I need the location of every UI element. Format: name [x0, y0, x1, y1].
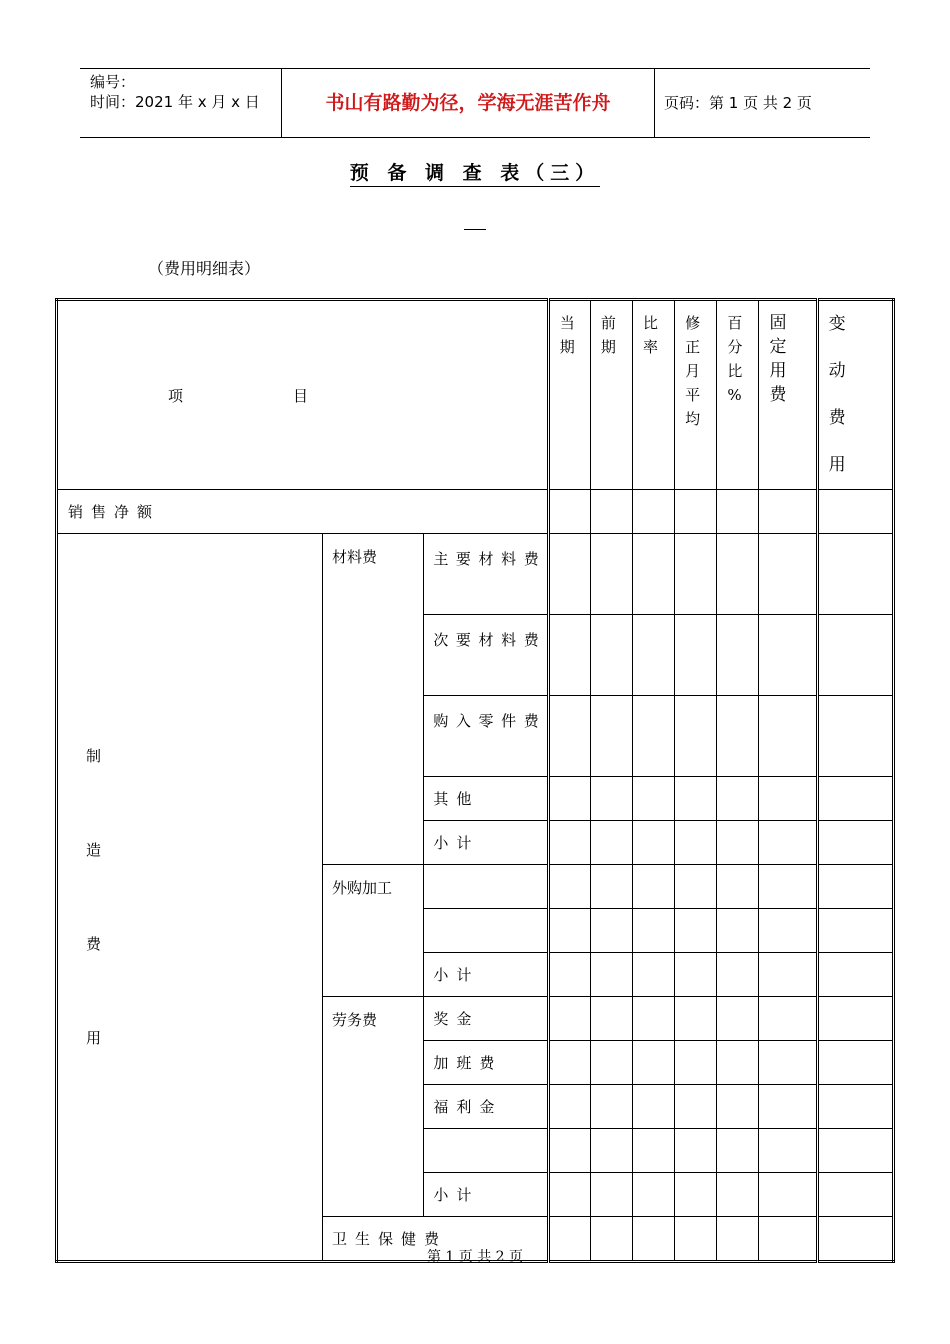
- item-header-1: 项: [168, 386, 184, 405]
- expense-detail-table: [55, 298, 895, 1263]
- col-ratio-header: 比 率: [633, 300, 675, 490]
- outsourcing-label: 外购加工: [322, 865, 423, 997]
- col-percent-header: 百 分 比 %: [717, 300, 759, 490]
- title-dash: [464, 229, 486, 230]
- labor-subtotal-label: 小计: [424, 1173, 548, 1217]
- col-variable-header: 变 动 费 用: [817, 300, 893, 490]
- overtime-label: 加班费: [424, 1041, 548, 1085]
- table-row: [57, 490, 894, 534]
- header-row: [57, 300, 894, 490]
- page-info: 页码：第 1 页 共 2 页: [664, 94, 812, 112]
- document-subtitle: （费用明细表）: [148, 259, 261, 278]
- item-header-2: 目: [293, 386, 309, 405]
- sales-label: 销售净额: [57, 490, 549, 534]
- header-info-cell: [80, 69, 282, 137]
- secondary-material-label: 次 要 材 料 费: [424, 615, 548, 696]
- other-label: 其他: [424, 777, 548, 821]
- bonus-label: 奖金: [424, 997, 548, 1041]
- page-footer: 第 1 页 共 2 页: [426, 1249, 524, 1265]
- purchased-parts-label: 购 入 零 件 费: [424, 696, 548, 777]
- document-title: 预 备 调 查 表（三）: [350, 162, 600, 187]
- motto-text: 书山有路勤为径，学海无涯苦作舟: [282, 69, 655, 137]
- main-material-label: 主 要 材 料 费: [424, 534, 548, 615]
- health-label: 卫生保健费: [322, 1217, 548, 1262]
- table-row: [57, 534, 894, 615]
- col-fixed-header: 固 定 用 费: [759, 300, 817, 490]
- number-label: 编号：: [90, 73, 136, 91]
- material-label: 材料费: [322, 534, 423, 865]
- col-adjusted-header: 修 正 月 平 均: [675, 300, 717, 490]
- labor-label: 劳务费: [322, 997, 423, 1217]
- col-current-header: 当 期: [548, 300, 590, 490]
- date-label: 时间：2021 年 x 月 x 日: [90, 93, 260, 111]
- document-header: [80, 68, 870, 138]
- item-header: [57, 300, 549, 490]
- manufacturing-label: 制 造 费 用: [57, 534, 323, 1262]
- material-subtotal-label: 小计: [424, 821, 548, 865]
- welfare-label: 福利金: [424, 1085, 548, 1129]
- document-title-wrap: [0, 158, 950, 185]
- outsourcing-subtotal-label: 小计: [424, 953, 548, 997]
- col-previous-header: 前 期: [590, 300, 632, 490]
